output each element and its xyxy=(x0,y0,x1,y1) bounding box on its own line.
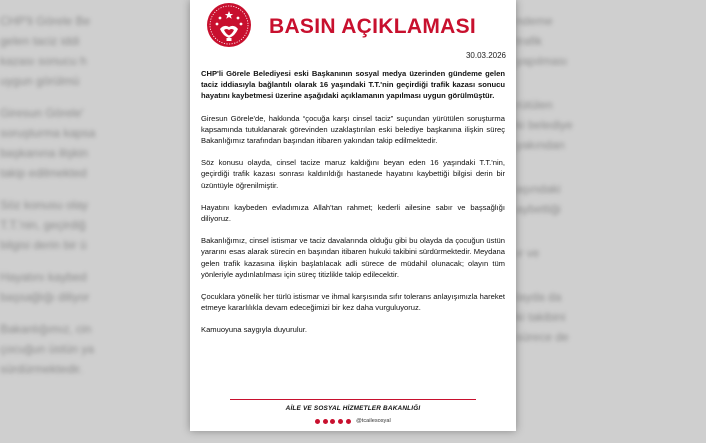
background-gap xyxy=(0,256,190,268)
social-handle: @tcailesosyal xyxy=(356,418,391,424)
background-right-blur xyxy=(516,0,706,443)
document-header xyxy=(190,0,516,68)
paragraph-lead: CHP'li Görele Belediyesi eski Başkanının sosyal medya üzerinden gündeme gelen taciz iddiasıyla bağlantılı olarak 16 yaşındaki T.T.'nin geçirdiği trafik kazası sonucu hayatını kaybetmesi üzerine aşağıdaki açıklamanın yapılması uygun görülmüştür. xyxy=(201,69,505,101)
paragraph: Bakanlığımız, cinsel istismar ve taciz davalarında olduğu gibi bu olayda da çocuğun üstün yararını esas alarak sürecin en başından itibaren hukuki takibini sürdürmektedir. Meydana gelen trafik kazasına ilişkin başlatılacak adli sürece de müdahil olunacak; olayın tüm yönleriyle aydınlatılması için süreç titizlikle takip edilecektir. xyxy=(201,236,505,279)
background-text-line: aşındaki xyxy=(516,182,561,196)
background-text-line: ır ve xyxy=(516,246,540,260)
background-text-line: soruşturma kapsa xyxy=(0,126,96,140)
ministry-emblem-icon xyxy=(206,2,252,48)
background-text-line: yapılması xyxy=(516,54,568,68)
document-date: 30.03.2026 xyxy=(465,51,506,60)
background-text-line: ki belediye xyxy=(516,118,573,132)
linkedin-icon xyxy=(346,419,351,424)
background-gap xyxy=(0,184,190,196)
background-text-line: yakından xyxy=(516,138,565,152)
background-text-line: ki takibini xyxy=(516,310,566,324)
document-title: BASIN AÇIKLAMASI xyxy=(269,15,477,38)
background-gap xyxy=(516,220,706,232)
paragraph: Çocuklara yönelik her türlü istismar ve ihmal karşısında sıfır tolerans anlayışımızla hareket etmeye kararlılıkla devam edeceğimizi bir kez daha vurguluyoruz. xyxy=(201,292,505,313)
press-release-document xyxy=(190,0,516,431)
instagram-icon xyxy=(330,419,335,424)
background-text-line: rütülen xyxy=(516,98,553,112)
background-text-line: sürdürmektedir. xyxy=(0,362,83,376)
background-text-line: başsağlığı diliyor xyxy=(0,290,90,304)
document-footer xyxy=(190,397,516,431)
footer-divider xyxy=(230,399,476,400)
paragraph: Söz konusu olayda, cinsel tacize maruz kaldığını beyan eden 16 yaşındaki T.T.'nin, geçirdiği trafik kazası sonrası kaldırıldığı hastanede hayatını kaybettiği bilgisi derin bir üzüntüyle öğrenilmiştir. xyxy=(201,158,505,190)
background-text-line: layda da xyxy=(516,290,562,304)
background-gap xyxy=(0,92,190,104)
background-left-blur xyxy=(0,0,190,443)
background-text-line: uygun görülmü xyxy=(0,74,80,88)
facebook-icon xyxy=(315,419,320,424)
social-links xyxy=(190,418,516,424)
background-text-line: CHP'li Görele Be xyxy=(0,14,91,28)
background-gap xyxy=(516,168,706,180)
background-gap xyxy=(516,232,706,244)
paragraph-closing: Kamuoyuna saygıyla duyurulur. xyxy=(201,325,307,335)
background-text-line: aybettiği xyxy=(516,202,561,216)
background-gap xyxy=(516,264,706,276)
paragraph: Giresun Görele'de, hakkında “çocuğa karşı cinsel taciz” suçundan yürütülen soruşturma kapsamında tutuklanarak görevinden uzaklaştırılan eski belediye başkanına ilişkin süreç Bakanlığımız tarafından başından itibaren yakından takip edilmektedir. xyxy=(201,113,505,146)
background-text-line: T.T.'nin, geçirdiğ xyxy=(0,218,86,232)
background-gap xyxy=(516,276,706,288)
document-body xyxy=(190,68,516,336)
background-text-line: başkanına ilişkin xyxy=(0,146,89,160)
background-text-line: trafik xyxy=(516,34,543,48)
background-text-line: Hayatını kaybed xyxy=(0,270,87,284)
background-text-line: Bakanlığımız, cin xyxy=(0,322,92,336)
background-gap xyxy=(0,308,190,320)
background-text-line: sürecе de xyxy=(516,330,569,344)
background-text-line: bilgisi derin bir ü xyxy=(0,238,87,252)
x-icon xyxy=(323,419,328,424)
background-gap xyxy=(516,156,706,168)
background-text-line: kazası sonucu h xyxy=(0,54,87,68)
background-text-line: Söz konusu olay xyxy=(0,198,89,212)
paragraph: Hayatını kaybeden evladımıza Allah'tan rahmet; kederli ailesine sabır ve başsağlığı diliyoruz. xyxy=(201,202,505,224)
background-text-line: takip edilmekted xyxy=(0,166,87,180)
background-text-line: çocuğun üstün ya xyxy=(0,342,95,356)
background-text-line: ndeme xyxy=(516,14,553,28)
background-text-line: Giresun Görele' xyxy=(0,106,84,120)
background-gap xyxy=(516,84,706,96)
youtube-icon xyxy=(338,419,343,424)
background-gap xyxy=(516,72,706,84)
ministry-name: AİLE VE SOSYAL HİZMETLER BAKANLIĞI xyxy=(285,405,421,412)
background-text-line: gelen taciz iddi xyxy=(0,34,80,48)
